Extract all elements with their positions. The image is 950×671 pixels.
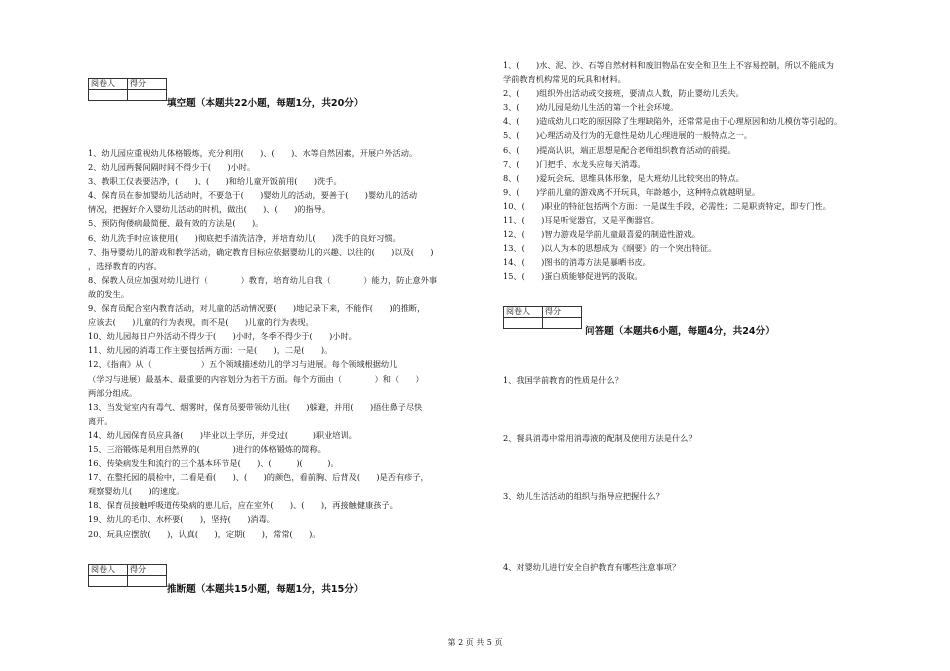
- question-line: 10、幼儿园每日户外活动不得少于( )小时，冬季不得少于( )小时。: [88, 331, 357, 342]
- question-line: 18、保育员接触呼吸道传染病的患儿后，应在室外( )、( )，再接触健康孩子。: [88, 500, 398, 511]
- qa-question: 4、对婴幼儿进行安全自护教育有哪些注意事项？: [503, 562, 681, 572]
- reviewer-label: 阅卷人: [89, 565, 128, 576]
- question-line: ，选择教育的内容。: [88, 260, 162, 271]
- question-line: 3、( )幼儿园是幼儿生活的第一个社会环境。: [503, 102, 679, 113]
- qa-question: 1、我国学前教育的性质是什么？: [503, 375, 623, 385]
- reviewer-cell: [504, 318, 543, 329]
- page-footer: 第 2 页 共 5 页: [447, 638, 503, 647]
- question-line: 观察婴幼儿( )的速度。: [88, 486, 185, 497]
- fill-blank-list: [88, 146, 488, 541]
- question-line: 9、( )学前儿童的游戏离不开玩具，年龄越小，这种特点就越明显。: [503, 186, 761, 197]
- question-line: 15、( )蛋白质能够促进钙的汲取。: [503, 271, 643, 282]
- question-line: 应该去( )儿童的行为表现，而不是( )儿童的行为表现。: [88, 317, 314, 328]
- question-line: 学前教育机构常见的玩具和材料。: [503, 74, 626, 85]
- question-line: 14、( )图书的消毒方法是暴晒书皮。: [503, 257, 651, 268]
- question-line: 9、保育员配合室内教育活动，对儿童的活动情况要( )地记录下来，不能作( )的推断，: [88, 303, 426, 314]
- question-line: 1、幼儿园应重视幼儿体格锻炼，充分利用( )、( )、水等自然因素，开展户外活动。: [88, 148, 418, 158]
- qa-question: 2、餐具消毒中常用消毒液的配制及使用方法是什么？: [503, 433, 697, 443]
- score-cell: [128, 90, 167, 101]
- question-line: 12、《指南》从（ ）五个领域描述幼儿的学习与进展。每个领域根据幼儿: [88, 359, 398, 370]
- question-line: （学习与进展）最基本、最重要的内容划分为若干方面。每个方面由（ ）和（ ）: [88, 373, 424, 384]
- question-line: 19、幼儿的毛巾、水杯要( )，坚持( )消毒。: [88, 514, 275, 525]
- question-line: 8、保教人员应加强对幼儿进行（ ）教育，培育幼儿自我（ ）能力，防止意外事: [88, 274, 438, 285]
- score-box-judgment: [88, 564, 167, 587]
- question-line: 12、( )智力游戏是学前儿童最喜爱的制造性游戏。: [503, 229, 700, 240]
- question-line: 两部分组成。: [88, 387, 138, 398]
- question-line: 8、( )爱玩会玩、思维具体形象，是大班幼儿比较突出的特点。: [503, 172, 744, 183]
- question-line: 15、三浴锻炼是利用自然界的( )进行的体格锻炼的简称。: [88, 443, 326, 454]
- question-line: 10、( )职业的特征包括两个方面：一是谋生手段，必需性；二是职责特定，即专门性。: [503, 200, 831, 211]
- question-line: 离开。: [88, 415, 113, 426]
- judgment-list: [503, 58, 923, 284]
- question-line: 17、在整托园的晨检中，二看是看( )、( )的颜色，看前胸、后背及( )是否有疹子，: [88, 472, 429, 483]
- question-line: 1、( )水、泥、沙、石等自然材料和废旧物品在安全和卫生上不容易控制，所以不能成为: [503, 60, 834, 70]
- question-line: 7、( )门把手、水龙头应每天消毒。: [503, 158, 646, 169]
- qa-question: 3、幼儿生活活动的组织与指导应把握什么？: [503, 491, 664, 501]
- reviewer-cell: [89, 576, 128, 587]
- question-line: 13、( )以人为本的思想成为《纲要》的一个突出特征。: [503, 243, 717, 254]
- score-box-qa: [503, 306, 582, 329]
- question-line: 6、幼儿洗手时应该使用( )彻底把手清洗洁净，并培育幼儿( )洗手的良好习惯。: [88, 232, 401, 243]
- question-line: 13、当发觉室内有毒气、烟雾时，保育员要带领幼儿往( )躲避，并用( )捂住鼻子尽快: [88, 401, 423, 412]
- question-line: 4、( )造成幼儿口吃的原因除了生理缺陷外，还常常是由于心理原因和幼儿模仿等引起的。: [503, 116, 843, 127]
- reviewer-cell: [89, 90, 128, 101]
- question-line: 6、( )提高认识，端正思想是配合老师组织教育活动的前提。: [503, 144, 736, 155]
- score-label: 得分: [128, 565, 167, 576]
- fill-blank-title: 填空题（本题共22小题，每题1分，共20分）: [167, 98, 364, 109]
- question-line: 16、传染病发生和流行的三个基本环节是( )、( )( )。: [88, 458, 339, 469]
- score-label: 得分: [128, 79, 167, 90]
- question-line: 2、( )组织外出活动或交接班，要清点人数，防止婴幼儿丢失。: [503, 88, 744, 99]
- question-line: 故的发生。: [88, 288, 129, 299]
- score-cell: [128, 576, 167, 587]
- score-box-fill: [88, 78, 167, 101]
- score-cell: [543, 318, 582, 329]
- question-line: 11、幼儿园的消毒工作主要包括两方面：一是( )，二是( )。: [88, 345, 333, 356]
- question-line: 14、幼儿园保育员应具备( )毕业以上学历，并受过( )职业培训。: [88, 429, 357, 440]
- question-line: 20、玩具应摆放( )，认真( )，定期( )，常常( )。: [88, 528, 321, 539]
- qa-title: 问答题（本题共6小题，每题4分，共24分）: [585, 326, 775, 337]
- question-line: 5、( )心理活动及行为的无意性是幼儿心理进展的一般特点之一。: [503, 130, 753, 141]
- reviewer-label: 阅卷人: [504, 307, 543, 318]
- question-line: 情况，把握好介入婴幼儿活动的时机，做出( )、( )的指导。: [88, 204, 331, 215]
- question-line: 7、指导婴幼儿的游戏和教学活动，确定教育目标应依据婴幼儿的兴趣、以往的( )以及( ): [88, 246, 434, 257]
- question-line: 2、幼儿园两餐间隔时间不得少于( )小时。: [88, 162, 256, 173]
- reviewer-label: 阅卷人: [89, 79, 128, 90]
- score-label: 得分: [543, 307, 582, 318]
- question-line: 4、保育员在参加婴幼儿活动时，不要急于( )婴幼儿的活动，要善于( )婴幼儿的活动: [88, 190, 418, 201]
- judgment-title: 推断题（本题共15小题，每题1分，共15分）: [167, 584, 364, 595]
- question-line: 5、预防佝偻病最简便、最有效的方法是( )。: [88, 218, 264, 229]
- question-line: 11、( )耳是听觉器官，又是平衡器官。: [503, 215, 659, 226]
- question-line: 3、教职工仪表要洁净，( )、( )和给儿童开饭前用( )洗手。: [88, 176, 342, 187]
